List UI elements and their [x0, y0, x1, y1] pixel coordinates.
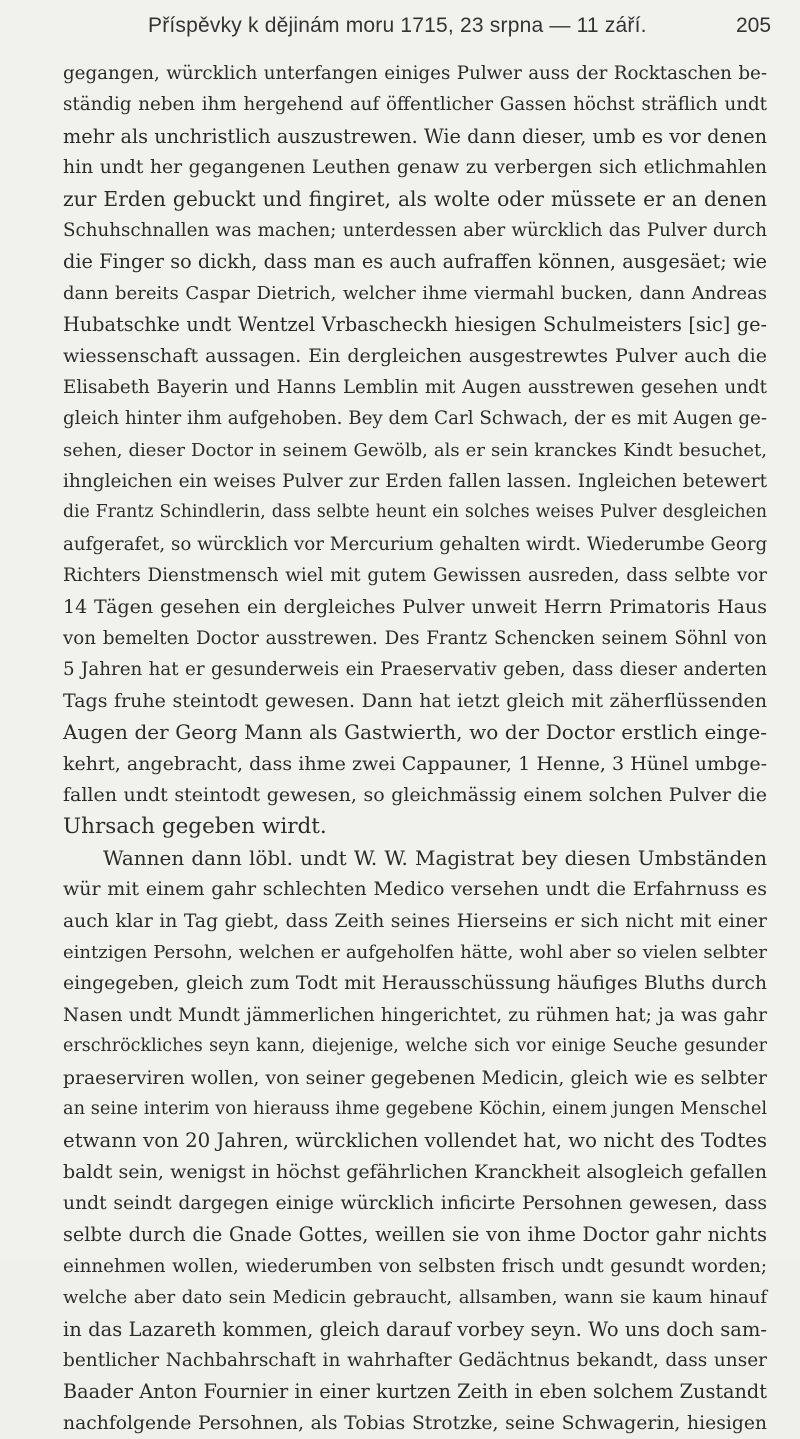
text-line: Nasen undt Mundt jämmerlichen hingerichtet, zu rühmen hat; ja was gahr — [63, 1004, 767, 1026]
text-line: in das Lazareth kommen, gleich darauf vorbey seyn. Wo uns doch sam- — [63, 1317, 767, 1341]
text-line: hin undt her gegangenen Leuthen genaw zu verbergen sich etlichmahlen — [63, 157, 767, 179]
text-line: sehen, dieser Doctor in seinem Gewölb, als er sein kranckes Kindt besuchet, — [63, 439, 767, 461]
text-line: mehr als unchristlich auszustrewen. Wie dann dieser, umb es vor denen — [63, 124, 767, 148]
text-line: nachfolgende Persohnen, als Tobias Strotzke, seine Schwagerin, hiesigen — [63, 1412, 767, 1434]
text-line: Richters Dienstmensch wiel mit gutem Gewissen ausreden, dass selbte vor — [63, 565, 767, 587]
text-line: selbte durch die Gnade Gottes, weillen sie von ihme Doctor gahr nichts — [63, 1223, 767, 1247]
text-line: gleich hinter ihm aufgehoben. Bey dem Carl Schwach, der es mit Augen ge- — [63, 408, 767, 430]
text-line: Schuhschnallen was machen; unterdessen aber würcklich das Pulver durch — [63, 219, 767, 241]
text-line: ihngleichen ein weises Pulver zur Erden fallen lassen. Ingleichen betewert — [63, 471, 767, 493]
text-line: Tags fruhe steintodt gewesen. Dann hat ietzt gleich mit zäherflüssenden — [63, 689, 767, 712]
text-line: 5 Jahren hat er gesunderweis ein Praeservativ geben, dass dieser anderten — [63, 659, 767, 681]
text-line: Baader Anton Fournier in einer kurtzen Zeith in eben solchem Zustandt — [63, 1380, 767, 1404]
text-line: 14 Tägen gesehen ein dergleiches Pulver unweit Herrn Primatoris Haus — [63, 595, 767, 618]
text-line: die Finger so dickh, dass man es auch aufraffen können, ausgesäet; wie — [63, 250, 767, 274]
text-line: kehrt, angebracht, dass ihme zwei Cappauner, 1 Henne, 3 Hünel umbge- — [63, 752, 767, 775]
text-line: die Frantz Schindlerin, dass selbte heunt ein solches weises Pulver desgleichen — [63, 502, 767, 523]
body-text — [63, 58, 767, 1439]
text-line: wür mit einem gahr schlechten Medico versehen undt die Erfahrnuss es — [63, 878, 767, 901]
text-line: eingegeben, gleich zum Todt mit Herausschüssung häufiges Bluths durch — [63, 973, 767, 995]
text-line: wiessenschaft aussagen. Ein dergleichen ausgestrewtes Pulver auch die — [63, 344, 767, 367]
text-line: fallen undt steintodt gewesen, so gleichmässig einem solchen Pulver die — [63, 783, 767, 806]
text-line: gegangen, würcklich unterfangen einiges Pulwer auss der Rocktaschen be- — [63, 63, 767, 84]
text-line: ständig neben ihm hergehend auf öffentlicher Gassen höchst sträflich undt — [63, 94, 767, 116]
text-line: zur Erden gebuckt und fingiret, als wolte oder müssete er an denen — [63, 186, 767, 211]
text-line: an seine interim von hierauss ihme gegebene Köchin, einem jungen Menschel — [63, 1098, 767, 1119]
text-line: erschröckliches seyn kann, diejenige, welche sich vor einige Seuche gesunder — [63, 1036, 767, 1057]
text-line: bentlicher Nachbahrschaft in wahrhafter Gedächtnus bekandt, dass unser — [63, 1350, 767, 1372]
text-line: baldt sein, wenigst in höchst gefährlichen Kranckheit alsogleich gefallen — [63, 1160, 767, 1183]
page-number: 205 — [736, 14, 772, 37]
text-line: Elisabeth Bayerin und Hanns Lemblin mit Augen ausstrewen gesehen undt — [63, 376, 767, 398]
running-title: Příspěvky k dějinám moru 1715, 23 srpna — 11 září. — [148, 14, 647, 37]
text-line: von bemelten Doctor ausstrewen. Des Frantz Schencken seinem Söhnl von — [63, 628, 767, 650]
text-line: dann bereits Caspar Dietrich, welcher ihme viermahl bucken, dann Andreas — [63, 282, 767, 304]
text-line: auch klar in Tag giebt, dass Zeith seines Hierseins er sich nicht mit einer — [63, 910, 767, 932]
text-line: etwann von 20 Jahren, würcklichen vollendet hat, wo nicht des Todtes — [63, 1129, 767, 1153]
text-line: eintzigen Persohn, welchen er aufgeholfen hätte, wohl aber so vielen selbter — [63, 941, 767, 963]
text-line-paragraph-start: Wannen dann löbl. undt W. W. Magistrat bey diesen Umbständen — [103, 845, 767, 870]
text-line: undt seindt dargegen einige würcklich inficirte Persohnen gewesen, dass — [63, 1193, 767, 1215]
text-line: einnehmen wollen, wiederumben von selbsten frisch undt gesundt worden; — [63, 1255, 767, 1277]
text-line: praeserviren wollen, von seiner gegebenen Medicin, gleich wie es selbter — [63, 1067, 767, 1089]
text-line: Uhrsach gegeben wirdt. — [63, 814, 327, 840]
text-line: welche aber dato sein Medicin gebraucht, allsamben, wann sie kaum hinauf — [63, 1287, 767, 1309]
text-line: Hubatschke undt Wentzel Vrbascheckh hiesigen Schulmeisters [sic] ge- — [63, 313, 767, 337]
text-line: aufgerafet, so würcklich vor Mercurium gehalten wirdt. Wiederumbe Georg — [63, 533, 768, 555]
text-line: Augen der Georg Mann als Gastwierth, wo der Doctor erstlich einge- — [63, 720, 767, 745]
